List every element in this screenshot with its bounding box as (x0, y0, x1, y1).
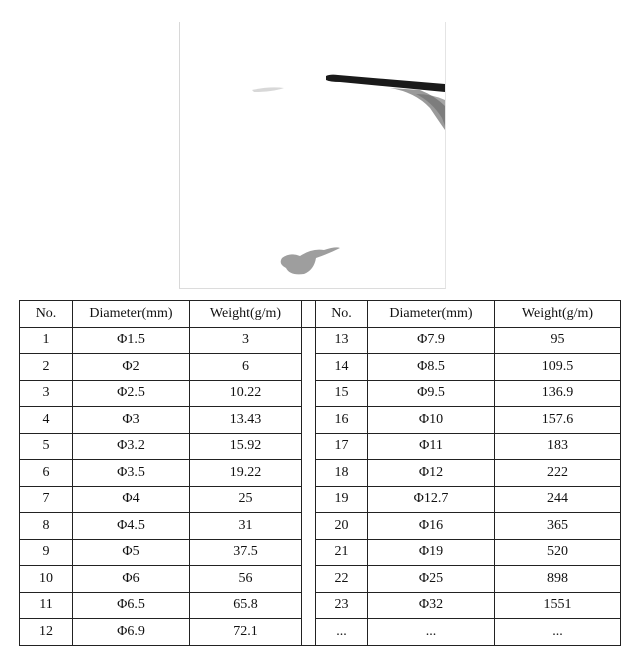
table-header-row (20, 301, 621, 328)
cell-diameter: Φ11 (368, 433, 495, 460)
cell-weight: 244 (495, 486, 621, 513)
cell-no: 18 (316, 460, 368, 487)
cell-weight: ... (495, 619, 621, 646)
table-row (20, 433, 621, 460)
cell-diameter: Φ32 (368, 592, 495, 619)
header-diameter-left: Diameter(mm) (73, 301, 190, 328)
cell-diameter: Φ19 (368, 539, 495, 566)
table-row (20, 354, 621, 381)
cell-no: 2 (20, 354, 73, 381)
cell-weight: 10.22 (190, 380, 302, 407)
cell-no: 23 (316, 592, 368, 619)
cell-diameter: Φ3 (73, 407, 190, 434)
cell-weight: 222 (495, 460, 621, 487)
cell-no: 4 (20, 407, 73, 434)
cell-no: 21 (316, 539, 368, 566)
column-gap (302, 407, 316, 434)
cell-no: 22 (316, 566, 368, 593)
table-row (20, 327, 621, 354)
cell-diameter: Φ9.5 (368, 380, 495, 407)
header-no-left: No. (20, 301, 73, 328)
cell-diameter: Φ4.5 (73, 513, 190, 540)
column-gap (302, 380, 316, 407)
cell-weight: 95 (495, 327, 621, 354)
cell-weight: 56 (190, 566, 302, 593)
cell-no: 9 (20, 539, 73, 566)
cell-weight: 13.43 (190, 407, 302, 434)
cell-diameter: Φ6 (73, 566, 190, 593)
cell-no: 7 (20, 486, 73, 513)
cell-no: 20 (316, 513, 368, 540)
cell-diameter: Φ4 (73, 486, 190, 513)
cell-diameter: Φ8.5 (368, 354, 495, 381)
header-diameter-right: Diameter(mm) (368, 301, 495, 328)
table-body (20, 327, 621, 645)
cell-diameter: Φ10 (368, 407, 495, 434)
cell-diameter: Φ7.9 (368, 327, 495, 354)
cell-diameter: Φ5 (73, 539, 190, 566)
product-photo (179, 22, 446, 289)
cell-diameter: Φ2 (73, 354, 190, 381)
cell-weight: 136.9 (495, 380, 621, 407)
cell-diameter: Φ25 (368, 566, 495, 593)
cell-weight: 65.8 (190, 592, 302, 619)
cell-diameter: ... (368, 619, 495, 646)
cell-weight: 19.22 (190, 460, 302, 487)
cell-weight: 898 (495, 566, 621, 593)
column-gap (302, 433, 316, 460)
cell-weight: 31 (190, 513, 302, 540)
cell-weight: 6 (190, 354, 302, 381)
column-gap (302, 486, 316, 513)
table-row (20, 407, 621, 434)
cell-weight: 15.92 (190, 433, 302, 460)
cell-weight: 72.1 (190, 619, 302, 646)
column-gap (302, 301, 316, 328)
cell-diameter: Φ12 (368, 460, 495, 487)
cell-no: 10 (20, 566, 73, 593)
cell-diameter: Φ1.5 (73, 327, 190, 354)
cell-no: 15 (316, 380, 368, 407)
header-weight-left: Weight(g/m) (190, 301, 302, 328)
cell-no: 14 (316, 354, 368, 381)
column-gap (302, 592, 316, 619)
column-gap (302, 513, 316, 540)
table-row (20, 460, 621, 487)
cell-no: 13 (316, 327, 368, 354)
cell-weight: 109.5 (495, 354, 621, 381)
cell-diameter: Φ2.5 (73, 380, 190, 407)
table-row (20, 592, 621, 619)
cell-weight: 25 (190, 486, 302, 513)
table-row (20, 566, 621, 593)
column-gap (302, 354, 316, 381)
cell-diameter: Φ16 (368, 513, 495, 540)
cell-diameter: Φ12.7 (368, 486, 495, 513)
cell-no: 11 (20, 592, 73, 619)
cell-diameter: Φ6.9 (73, 619, 190, 646)
table-row (20, 619, 621, 646)
cell-no: ... (316, 619, 368, 646)
cell-weight: 183 (495, 433, 621, 460)
cell-diameter: Φ3.2 (73, 433, 190, 460)
header-weight-right: Weight(g/m) (495, 301, 621, 328)
column-gap (302, 566, 316, 593)
cell-weight: 3 (190, 327, 302, 354)
cell-no: 16 (316, 407, 368, 434)
cell-no: 12 (20, 619, 73, 646)
header-no-right: No. (316, 301, 368, 328)
cell-no: 6 (20, 460, 73, 487)
table-row (20, 539, 621, 566)
cell-weight: 365 (495, 513, 621, 540)
table-row (20, 380, 621, 407)
table-row (20, 486, 621, 513)
cell-no: 8 (20, 513, 73, 540)
cell-diameter: Φ3.5 (73, 460, 190, 487)
cell-weight: 157.6 (495, 407, 621, 434)
column-gap (302, 539, 316, 566)
cell-weight: 37.5 (190, 539, 302, 566)
specification-table (19, 300, 621, 646)
cell-weight: 1551 (495, 592, 621, 619)
cell-no: 1 (20, 327, 73, 354)
column-gap (302, 327, 316, 354)
table-row (20, 513, 621, 540)
cell-no: 3 (20, 380, 73, 407)
column-gap (302, 460, 316, 487)
column-gap (302, 619, 316, 646)
cell-no: 19 (316, 486, 368, 513)
cell-weight: 520 (495, 539, 621, 566)
cell-diameter: Φ6.5 (73, 592, 190, 619)
cell-no: 17 (316, 433, 368, 460)
cell-no: 5 (20, 433, 73, 460)
rope-image (180, 22, 445, 288)
